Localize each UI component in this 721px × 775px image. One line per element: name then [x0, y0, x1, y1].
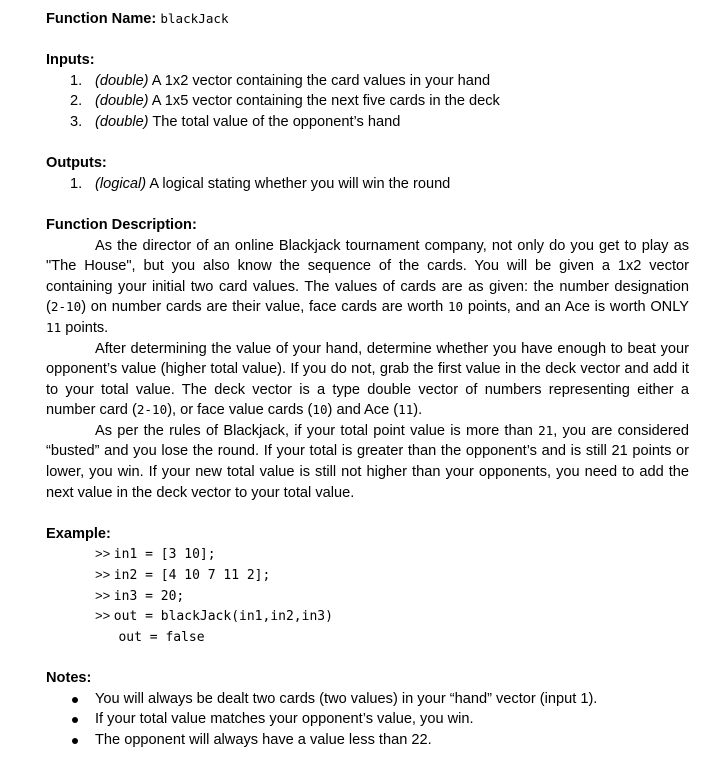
input-text: The total value of the opponent’s hand [148, 113, 401, 130]
description-heading: Function Description: [46, 216, 197, 233]
code-line: >> in1 = [3 10]; [95, 546, 216, 563]
function-name-label: Function Name: [46, 11, 157, 27]
input-type: (double) [95, 93, 149, 110]
description-paragraph-1: As the director of an online Blackjack tournament company, not only do you get to play as "The House", but you also know the sequence of the cards. You will be given a 1x2 vector containing your initial two card values. The values of cards are as given: the number designation (2-10) on number cards are their value, face cards are worth 10 points, and an Ace is worth ONLY 11 points. [46, 237, 689, 336]
code-line: out = false [95, 629, 205, 645]
bullet-icon [72, 738, 78, 744]
list-number: 3. [70, 113, 83, 130]
description-paragraph-3: As per the rules of Blackjack, if your total point value is more than 21, you are considered “busted” and you lose the round. If your total is greater than the opponent’s and is still 21 points or lower, you win. If your new total value is still not higher than your opponents, you need to add the next value in the deck vector to your total value. [46, 422, 689, 501]
example-code-block [46, 544, 689, 647]
list-item [46, 112, 689, 133]
function-name-line [46, 9, 689, 30]
code-line: >> out = blackJack(in1,in2,in3) [95, 608, 333, 625]
notes-heading: Notes: [46, 670, 92, 686]
list-number: 1. [70, 175, 83, 192]
function-name-value: blackJack [160, 11, 229, 26]
description-paragraph-2: After determining the value of your hand, determine whether you have enough to beat your opponent’s value (higher total value). If you do not, grab the first value in the deck vector and add it to your total value. The deck vector is a type double vector of numbers representing either a number card (2-10), or face value cards (10) and Ace (11). [46, 340, 689, 419]
bullet-icon [72, 717, 78, 723]
outputs-list [46, 174, 689, 195]
bullet-icon [72, 697, 78, 703]
list-number: 2. [70, 93, 83, 110]
example-heading: Example: [46, 525, 111, 542]
input-text: A 1x5 vector containing the next five cards in the deck [148, 93, 500, 110]
inputs-heading: Inputs: [46, 52, 95, 69]
list-number: 1. [70, 72, 83, 89]
output-type: (logical) [95, 175, 147, 192]
code-line: >> in2 = [4 10 7 11 2]; [95, 567, 271, 584]
inputs-list [46, 71, 689, 133]
code-line: >> in3 = 20; [95, 587, 185, 604]
outputs-heading: Outputs: [46, 155, 107, 172]
list-item [46, 71, 689, 92]
input-type: (double) [95, 72, 149, 89]
input-type: (double) [95, 113, 149, 130]
list-item: If your total value matches your opponent’s value, you win. [46, 709, 689, 730]
notes-list [46, 689, 689, 751]
output-text: A logical stating whether you will win the round [146, 175, 451, 192]
list-item: The opponent will always have a value less than 22. [46, 730, 689, 751]
description-body [46, 236, 689, 504]
input-text: A 1x2 vector containing the card values in your hand [148, 72, 491, 89]
list-item: You will always be dealt two cards (two values) in your “hand” vector (input 1). [46, 689, 689, 710]
list-item [46, 91, 689, 112]
list-item [46, 174, 689, 195]
